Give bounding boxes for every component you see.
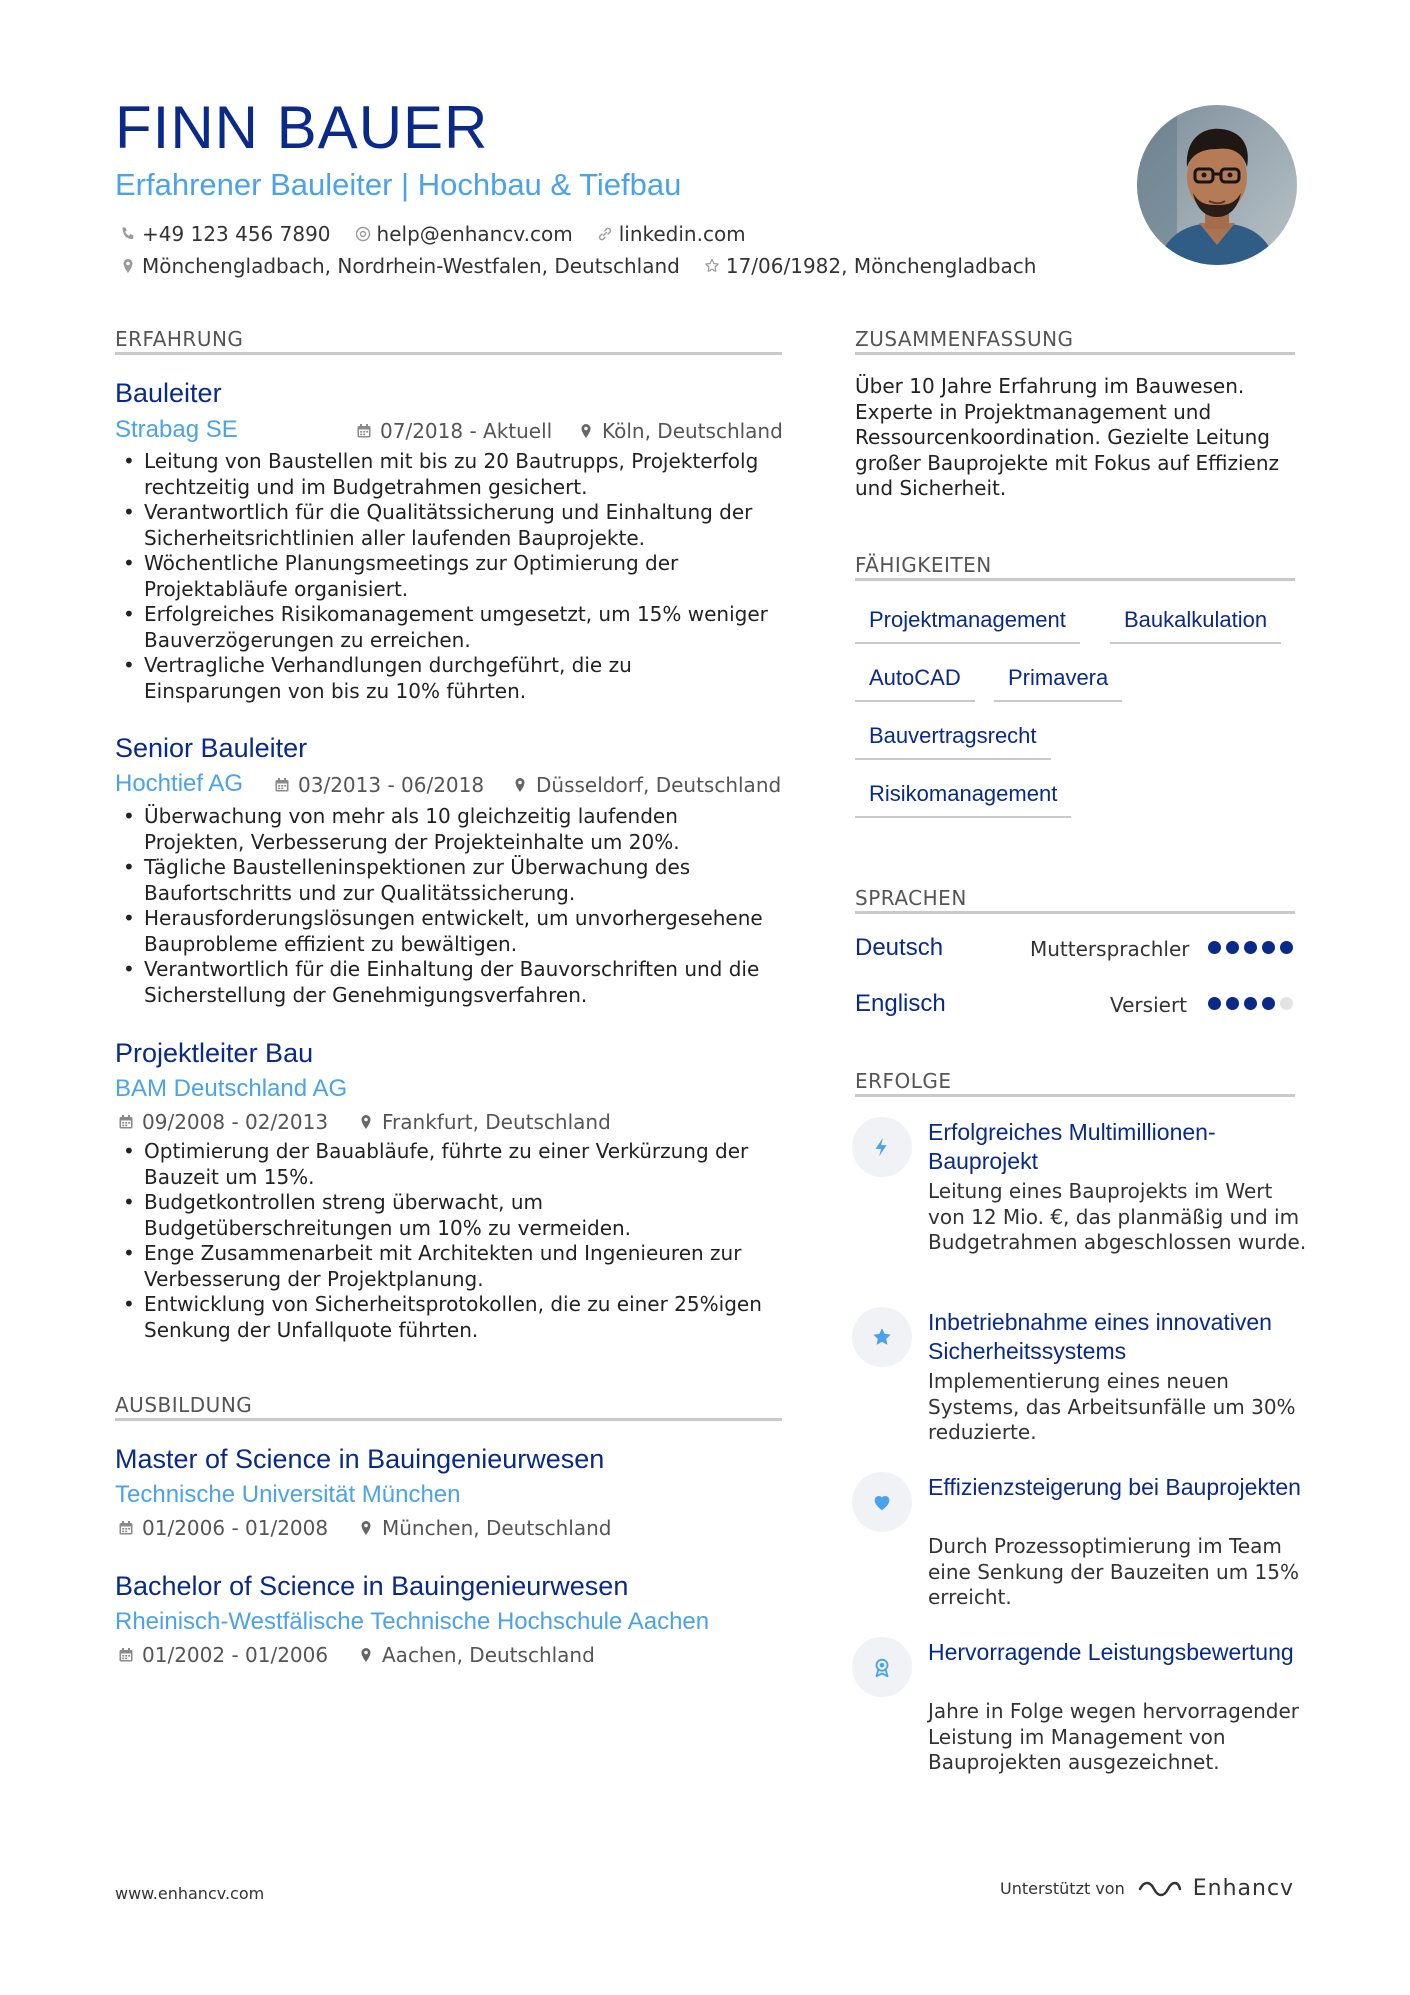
star-icon xyxy=(871,1326,893,1348)
map-pin-icon xyxy=(358,1114,374,1130)
birth-item xyxy=(704,254,1037,278)
map-pin-icon xyxy=(120,258,136,274)
footer-brand xyxy=(1000,1876,1294,1901)
bullet-item: • Budgetkontrollen streng überwacht, um Budgetüberschreitungen um 10% zu vermeiden. xyxy=(115,1190,775,1241)
job-title: Senior Bauleiter xyxy=(115,733,308,763)
powered-by-text: Unterstützt von xyxy=(1000,1879,1125,1898)
map-pin-icon xyxy=(512,777,528,793)
divider xyxy=(115,352,782,355)
divider xyxy=(855,352,1295,355)
divider xyxy=(115,1418,782,1421)
candidate-name: FINN BAUER xyxy=(115,94,489,161)
achievement-desc: Implementierung eines neuen Systems, das Arbeitsunfälle um 30% reduzierte. xyxy=(928,1369,1296,1444)
skill-tag xyxy=(855,665,975,702)
degree-title: Master of Science in Bauingenieurwesen xyxy=(115,1444,605,1474)
job-bullets xyxy=(115,449,775,704)
bullet-item: • Wöchentliche Planungsmeetings zur Optimierung der Projektabläufe organisiert. xyxy=(115,551,775,602)
job-bullets xyxy=(115,1139,775,1343)
achievement-icon xyxy=(852,1307,912,1367)
achievement-title: Hervorragende Leistungsbewertung xyxy=(928,1639,1294,1665)
section-title-education: AUSBILDUNG xyxy=(115,1393,253,1417)
skill-label: AutoCAD xyxy=(869,665,961,690)
map-pin-icon xyxy=(358,1647,374,1663)
edu-location-text: Aachen, Deutschland xyxy=(382,1643,595,1667)
job-title: Bauleiter xyxy=(115,378,222,408)
achievement-title: Inbetriebnahme eines innovativen Sicherheitssystems xyxy=(928,1309,1272,1364)
enhancv-logo-icon xyxy=(1137,1877,1183,1901)
calendar-icon xyxy=(118,1647,134,1663)
job-dates-text: 07/2018 - Aktuell xyxy=(380,419,553,443)
degree-title: Bachelor of Science in Bauingenieurwesen xyxy=(115,1571,629,1601)
candidate-title: Erfahrener Bauleiter | Hochbau & Tiefbau xyxy=(115,167,682,202)
rating-dot xyxy=(1262,941,1275,954)
edu-dates-text: 01/2002 - 01/2006 xyxy=(142,1643,329,1667)
email-text[interactable]: help@enhancv.com xyxy=(376,222,573,246)
divider xyxy=(855,1094,1295,1097)
language-level: Versiert xyxy=(1110,993,1188,1017)
brand-name: Enhancv xyxy=(1192,1876,1295,1901)
bullet-item: • Optimierung der Bauabläufe, führte zu einer Verkürzung der Bauzeit um 15%. xyxy=(115,1139,775,1190)
rating-dot xyxy=(1226,997,1239,1010)
avatar-portrait xyxy=(1137,105,1297,265)
achievement-desc: Leitung eines Bauprojekts im Wert von 12 Mio. €, das planmäßig und im Budgetrahmen abgeschlossen wurde. xyxy=(928,1179,1307,1254)
phone-text: +49 123 456 7890 xyxy=(142,222,331,246)
divider xyxy=(855,578,1295,581)
bolt-icon xyxy=(871,1136,893,1158)
job-location-text: Köln, Deutschland xyxy=(602,419,783,443)
bullet-item: • Verantwortlich für die Einhaltung der Bauvorschriften und die Sicherstellung der Genehmigungsverfahren. xyxy=(115,957,775,1008)
skill-label: Baukalkulation xyxy=(1124,607,1268,632)
skill-tag xyxy=(855,723,1051,760)
achievement-icon xyxy=(852,1117,912,1177)
job-bullets xyxy=(115,804,775,1008)
achievement-desc: Durch Prozessoptimierung im Team eine Senkung der Bauzeiten um 15% erreicht. xyxy=(928,1534,1299,1609)
job-title: Projektleiter Bau xyxy=(115,1038,314,1068)
language-rating xyxy=(1203,941,1293,954)
job-location xyxy=(512,773,781,797)
language-name: Deutsch xyxy=(855,934,944,961)
edu-location-text: München, Deutschland xyxy=(382,1516,612,1540)
bullet-item: • Vertragliche Verhandlungen durchgeführt, die zu Einsparungen von bis zu 10% führten. xyxy=(115,653,775,704)
location-text: Mönchengladbach, Nordrhein-Westfalen, Deutschland xyxy=(142,254,680,278)
section-title-languages: SPRACHEN xyxy=(855,886,967,910)
rating-dot xyxy=(1208,997,1221,1010)
bullet-item: • Herausforderungslösungen entwickelt, um unvorhergesehene Bauprobleme effizient zu bewältigen. xyxy=(115,906,775,957)
calendar-icon xyxy=(274,777,290,793)
job-location-text: Frankfurt, Deutschland xyxy=(382,1110,611,1134)
linkedin-item[interactable] xyxy=(597,222,746,246)
skill-tag xyxy=(855,607,1080,644)
edu-dates-text: 01/2006 - 01/2008 xyxy=(142,1516,329,1540)
achievement-title: Effizienzsteigerung bei Bauprojekten xyxy=(928,1474,1301,1500)
skill-label: Bauvertragsrecht xyxy=(869,723,1037,748)
language-name: Englisch xyxy=(855,990,946,1017)
rating-dot xyxy=(1280,997,1293,1010)
link-icon xyxy=(597,226,613,242)
birth-text: 17/06/1982, Mönchengladbach xyxy=(725,254,1037,278)
skill-label: Primavera xyxy=(1008,665,1109,690)
job-dates-text: 03/2013 - 06/2018 xyxy=(298,773,485,797)
phone-item xyxy=(120,222,331,246)
map-pin-icon xyxy=(358,1520,374,1536)
star-outline-icon xyxy=(704,258,720,274)
location-item xyxy=(120,254,680,278)
skill-label: Risikomanagement xyxy=(869,781,1058,806)
rating-dot xyxy=(1244,941,1257,954)
skill-tag xyxy=(855,781,1071,818)
language-rating xyxy=(1203,997,1293,1010)
company-name: Hochtief AG xyxy=(115,770,244,797)
edu-location xyxy=(358,1516,611,1540)
job-location xyxy=(578,419,783,443)
section-title-summary: ZUSAMMENFASSUNG xyxy=(855,327,1074,351)
edu-location xyxy=(358,1643,595,1667)
calendar-icon xyxy=(118,1114,134,1130)
profile-photo xyxy=(1137,105,1297,265)
achievement-icon xyxy=(852,1472,912,1532)
rating-dot xyxy=(1244,997,1257,1010)
edu-dates xyxy=(118,1643,328,1667)
rating-dot xyxy=(1208,941,1221,954)
phone-icon xyxy=(120,226,136,242)
award-icon xyxy=(871,1656,893,1678)
heart-icon xyxy=(871,1491,893,1513)
achievement-title: Erfolgreiches Multimillionen-Bauprojekt xyxy=(928,1119,1216,1174)
job-location xyxy=(358,1110,611,1134)
company-name: Strabag SE xyxy=(115,416,238,443)
section-title-experience: ERFAHRUNG xyxy=(115,327,244,351)
language-level: Muttersprachler xyxy=(1030,937,1190,961)
rating-dot xyxy=(1226,941,1239,954)
bullet-item: • Erfolgreiches Risikomanagement umgesetzt, um 15% weniger Bauverzögerungen zu erreichen. xyxy=(115,602,775,653)
achievement-icon xyxy=(852,1637,912,1697)
rating-dot xyxy=(1280,941,1293,954)
bullet-item: • Enge Zusammenarbeit mit Architekten und Ingenieuren zur Verbesserung der Projektplanung. xyxy=(115,1241,775,1292)
skill-tag xyxy=(1110,607,1281,644)
contact-row-2 xyxy=(120,254,1060,278)
linkedin-text[interactable]: linkedin.com xyxy=(618,222,746,246)
bullet-item: • Tägliche Baustelleninspektionen zur Überwachung des Baufortschritts und zur Qualitätssicherung. xyxy=(115,855,775,906)
job-dates-text: 09/2008 - 02/2013 xyxy=(142,1110,329,1134)
at-icon xyxy=(355,226,371,242)
calendar-icon xyxy=(118,1520,134,1536)
job-dates xyxy=(356,419,552,443)
skill-tag xyxy=(994,665,1122,702)
school-name: Rheinisch-Westfälische Technische Hochschule Aachen xyxy=(115,1608,710,1635)
edu-dates xyxy=(118,1516,328,1540)
bullet-item: • Leitung von Baustellen mit bis zu 20 Bautrupps, Projekterfolg rechtzeitig und im Budgetrahmen gesichert. xyxy=(115,449,775,500)
job-dates xyxy=(118,1110,328,1134)
bullet-item: • Entwicklung von Sicherheitsprotokollen, die zu einer 25%igen Senkung der Unfallquote führten. xyxy=(115,1292,775,1343)
divider xyxy=(855,911,1295,914)
achievement-desc: Jahre in Folge wegen hervorragender Leistung im Management von Bauprojekten ausgezeichnet. xyxy=(928,1699,1300,1774)
bullet-item: • Verantwortlich für die Qualitätssicherung und Einhaltung der Sicherheitsrichtlinien aller laufenden Bauprojekte. xyxy=(115,500,775,551)
map-pin-icon xyxy=(578,423,594,439)
section-title-achievements: ERFOLGE xyxy=(855,1069,952,1093)
email-item[interactable] xyxy=(355,222,573,246)
section-title-skills: FÄHIGKEITEN xyxy=(855,553,992,577)
job-dates xyxy=(274,773,484,797)
footer-website[interactable]: www.enhancv.com xyxy=(115,1884,265,1903)
school-name: Technische Universität München xyxy=(115,1481,461,1508)
job-location-text: Düsseldorf, Deutschland xyxy=(536,773,782,797)
skill-label: Projektmanagement xyxy=(869,607,1066,632)
summary-text: Über 10 Jahre Erfahrung im Bauwesen. Experte in Projektmanagement und Ressourcenkoordination. Gezielte Leitung großer Bauprojekte mit Fokus auf Effizienz und Sicherheit. xyxy=(855,374,1280,500)
contact-row-1 xyxy=(120,222,770,246)
company-name: BAM Deutschland AG xyxy=(115,1075,348,1102)
rating-dot xyxy=(1262,997,1275,1010)
bullet-item: • Überwachung von mehr als 10 gleichzeitig laufenden Projekten, Verbesserung der Projekteinhalte um 20%. xyxy=(115,804,775,855)
calendar-icon xyxy=(356,423,372,439)
